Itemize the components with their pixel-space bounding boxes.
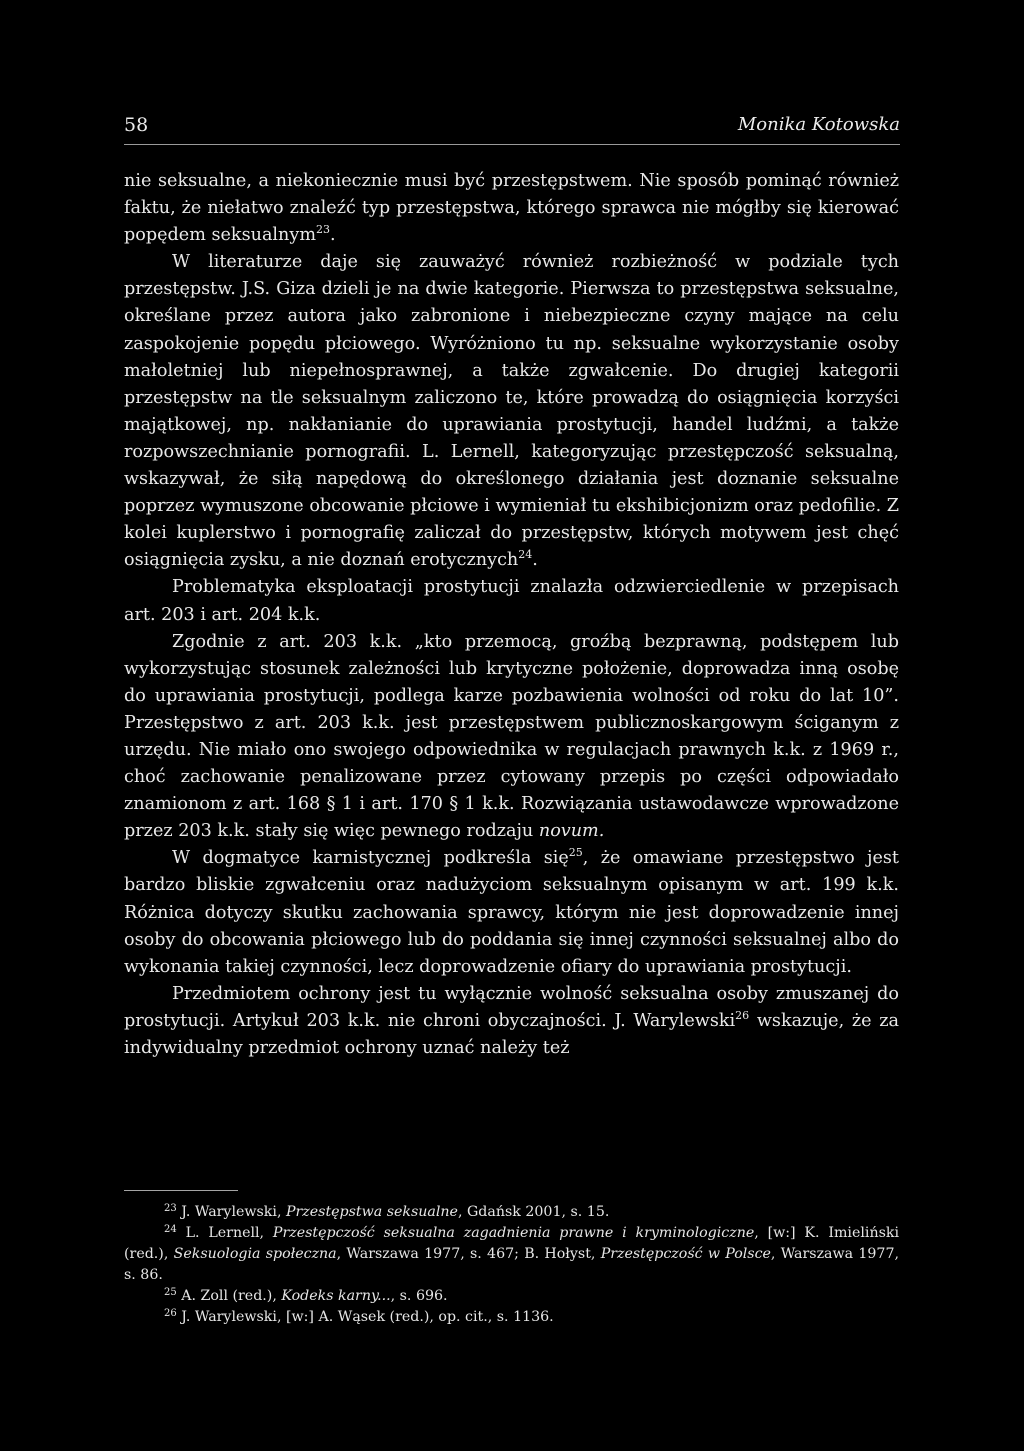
footnote-ref-24: 24 [518, 548, 533, 562]
paragraph-5 [124, 845, 899, 980]
footnote-number: 25 [164, 1287, 177, 1298]
paragraph-1 [124, 168, 899, 249]
footnote-text: J. Warylewski, [176, 1204, 286, 1220]
paragraph-1-text: nie seksualne, a niekoniecznie musi być przestępstwem. Nie sposób pominąć również faktu, że niełatwo znaleźć typ przestępstwa, którego sprawca nie mógłby się kierować popędem seksualnym [124, 171, 899, 246]
footnote-title: Przestępczość seksualna zagadnienia prawne i kryminologiczne [272, 1225, 755, 1241]
page-number: 58 [124, 114, 149, 136]
footnote-text: , s. 696. [390, 1288, 448, 1304]
footnote-title: Kodeks karny... [281, 1288, 391, 1304]
paragraph-2 [124, 249, 899, 574]
footnote-number: 26 [164, 1308, 177, 1319]
footnote-24 [124, 1223, 899, 1286]
paragraph-4-italic: novum. [538, 821, 605, 842]
footnote-title: Przestępczość w Polsce [600, 1246, 771, 1262]
paragraph-5-end: , że omawiane przestępstwo jest bardzo bliskie zgwałceniu oraz nadużyciom seksualnym opisanym w art. 199 k.k. Różnica dotyczy skutku zachowania sprawcy, którym nie jest doprowadzenie innej osoby do obcowania płciowego lub do poddania się innej czynności seksualnej albo do wykonania takiej czynności, lecz doprowadzenie ofiary do uprawiania prostytucji. [124, 848, 899, 977]
footnote-title: Seksuologia społeczna [173, 1246, 337, 1262]
paragraph-4 [124, 629, 899, 846]
paragraph-4-text: Zgodnie z art. 203 k.k. „kto przemocą, groźbą bezprawną, podstępem lub wykorzystując stosunek zależności lub krytyczne położenie, doprowadza inną osobę do uprawiania prostytucji, podlega karze pozbawienia wolności od roku do lat 10”. Przestępstwo z art. 203 k.k. jest przestępstwem publicznoskargowym ściganym z urzędu. Nie miało ono swojego odpowiednika w regulacjach prawnych k.k. z 1969 r., choć zachowanie penalizowane przez cytowany przepis po części odpowiadało znamionom z art. 168 § 1 i art. 170 § 1 k.k. Rozwiązania ustawodawcze wprowadzone przez 203 k.k. stały się więc pewnego rodzaju [124, 631, 899, 842]
footnote-text: , Warszawa 1977, s. 467; B. Hołyst, [336, 1246, 601, 1262]
footnote-text: J. Warylewski, [w:] A. Wąsek (red.), op. cit., s. 1136. [176, 1309, 554, 1325]
paragraph-2-text: W literaturze daje się zauważyć również rozbieżność w podziale tych przestępstw. J.S. Giza dzieli je na dwie kategorie. Pierwsza to przestępstwa seksualne, określane przez autora jako zabronione i niebezpieczne czyny mające na celu zaspokojenie popędu płciowego. Wyróżniono tu np. seksualne wykorzystanie osoby małoletniej lub niepełnosprawnej, a także zgwałcenie. Do drugiej kategorii przestępstw na tle seksualnym zaliczono te, które prowadzą do osiągnięcia korzyści majątkowej, np. nakłanianie do uprawiania prostytucji, handel ludźmi, a także rozpowszechnianie pornografii. L. Lernell, kategoryzując przestępczość seksualną, wskazywał, że siłą napędową do określonego działania jest doznanie seksualne poprzez wymuszone obcowanie płciowe i wymieniał tu ekshibicjonizm oraz pedofilie. Z kolei kuplerstwo i pornografię zaliczał do przestępstw, których motywem jest chęć osiągnięcia zysku, a nie doznań erotycznych [124, 252, 899, 571]
paragraph-6-end: wskazuje, że za indywidualny przedmiot ochrony uznać należy też [124, 1010, 899, 1058]
footnote-text: A. Zoll (red.), [176, 1288, 282, 1304]
footnotes [124, 1202, 899, 1328]
footnote-ref-26: 26 [735, 1008, 750, 1022]
paragraph-3: Problematyka eksploatacji prostytucji znalazła odzwierciedlenie w przepisach art. 203 i art. 204 k.k. [124, 577, 899, 625]
running-head-author: Monika Kotowska [737, 114, 900, 135]
footnote-separator [124, 1190, 238, 1191]
footnote-text: L. Lernell, [176, 1225, 273, 1241]
footnote-25 [124, 1286, 899, 1307]
main-text [124, 168, 899, 1062]
footnote-ref-23: 23 [316, 223, 331, 237]
paragraph-5-text: W dogmatyce karnistycznej podkreśla się [172, 848, 569, 869]
footnote-title: Przestępstwa seksualne [285, 1204, 458, 1220]
paragraph-2-end: . [532, 550, 538, 571]
footnote-26 [124, 1307, 899, 1328]
footnote-23 [124, 1202, 899, 1223]
paragraph-6-text: Przedmiotem ochrony jest tu wyłącznie wolność seksualna osoby zmuszanej do prostytucji. Artykuł 203 k.k. nie chroni obyczajności. J. Warylewski [124, 983, 899, 1031]
paragraph-1-end: . [330, 225, 336, 246]
page-header [124, 114, 900, 145]
footnote-ref-25: 25 [568, 846, 583, 860]
footnote-text: , Warszawa 1977, s. 86. [124, 1246, 899, 1283]
footnote-text: , [w:] K. Imieliński (red.), [124, 1225, 899, 1262]
footnote-number: 24 [164, 1224, 177, 1235]
footnote-number: 23 [164, 1203, 177, 1214]
footnote-text: , Gdańsk 2001, s. 15. [457, 1204, 610, 1220]
paragraph-6 [124, 981, 899, 1062]
